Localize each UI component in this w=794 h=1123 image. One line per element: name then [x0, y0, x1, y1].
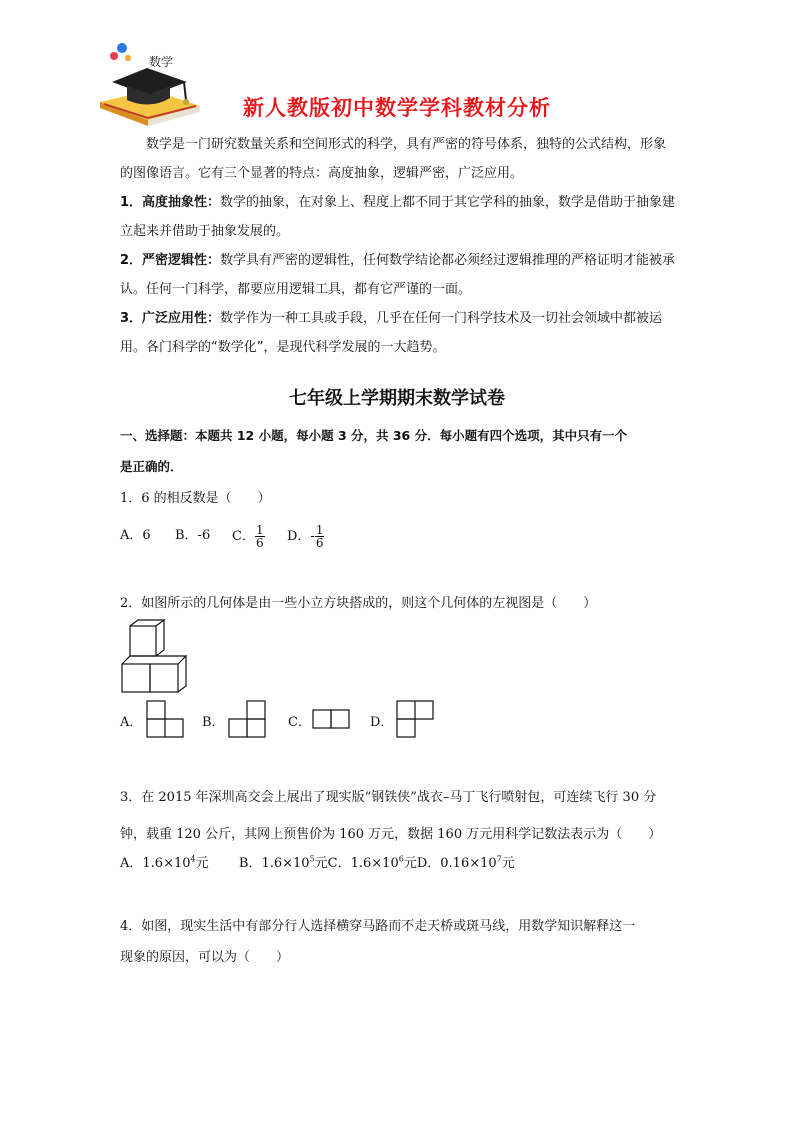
- q2-option-d-view: [396, 700, 436, 740]
- q3-option-a-exponent: 4: [190, 854, 196, 864]
- section-heading-line-2: 是正确的．: [120, 459, 183, 474]
- exam-title: 七年级上学期期末数学试卷: [289, 388, 505, 409]
- q3-option-b-exponent: 5: [309, 854, 315, 864]
- q1-option-a: A．6: [120, 528, 151, 543]
- cube-stack-figure: [118, 618, 188, 696]
- q2-option-c: C．: [288, 715, 311, 730]
- logo-label: 数学: [149, 55, 174, 69]
- q1-option-d-prefix: D．-: [287, 529, 315, 544]
- q1-d-denominator: 6: [315, 536, 324, 550]
- q3-option-b-unit: 元: [314, 856, 328, 871]
- section-heading-line-1: 一、选择题：本题共 12 小题，每小题 3 分，共 36 分．每小题有四个选项，其中只有一个: [120, 428, 628, 443]
- q1-option-c-fraction: [255, 524, 265, 549]
- q3-option-d-base: D．0.16×10: [416, 856, 497, 871]
- point-3-label: 3．广泛应用性：: [120, 311, 221, 326]
- point-2-text: 数学具有严密的逻辑性，任何数学结论都必须经过逻辑推理的严格证明才能被承认。任何一门科学，都要应用逻辑工具，都有它严谨的一面。: [120, 253, 676, 297]
- q2-option-a-view: [146, 700, 186, 740]
- q1-c-denominator: 6: [255, 536, 264, 550]
- q3-option-c: [328, 856, 417, 871]
- question-1-stem: 1．6 的相反数是（ ）: [120, 491, 271, 506]
- q3-option-d: [417, 856, 515, 871]
- q1-c-numerator: 1: [255, 523, 264, 537]
- point-1-text: 数学的抽象，在对象上、程度上都不同于其它学科的抽象，数学是借助于抽象建立起来并借助于抽象发展的。: [120, 195, 676, 239]
- point-2-label: 2．严密逻辑性：: [120, 253, 221, 268]
- point-1: [120, 188, 676, 246]
- q3-option-c-base: C．1.6×10: [327, 856, 399, 871]
- q2-option-d: D．: [370, 715, 394, 730]
- point-3: [120, 304, 676, 362]
- q1-option-b: B．-6: [175, 528, 211, 543]
- q3-option-a: [120, 856, 209, 871]
- question-3-line-1: 3．在 2015 年深圳高交会上展出了现实版“钢铁侠”战衣–马丁飞行喷射包，可连续飞行 30 分: [120, 790, 657, 805]
- question-2-stem: 2．如图所示的几何体是由一些小立方块搭成的，则这个几何体的左视图是（ ）: [120, 596, 597, 611]
- question-4-line-2: 现象的原因，可以为（ ）: [120, 950, 290, 965]
- q3-option-d-unit: 元: [501, 856, 515, 871]
- page-title: 新人教版初中数学学科教材分析: [243, 96, 551, 120]
- point-3-text: 数学作为一种工具或手段，几乎在任何一门科学技术及一切社会领域中都被运用。各门科学的“数学化”，是现代科学发展的一大趋势。: [120, 311, 663, 355]
- q2-option-a: A．: [120, 715, 143, 730]
- q3-option-c-exponent: 6: [398, 854, 404, 864]
- question-3-line-2: 钟，载重 120 公斤，其网上预售价为 160 万元，数据 160 万元用科学记数法表示为（ ）: [120, 827, 662, 842]
- q1-option-c: [232, 524, 265, 549]
- q1-d-numerator: 1: [315, 523, 324, 537]
- question-4-line-1: 4．如图，现实生活中有部分行人选择横穿马路而不走天桥或斑马线，用数学知识解释这一: [120, 919, 636, 934]
- q2-option-b: B．: [202, 715, 225, 730]
- q1-option-c-prefix: C．: [232, 529, 255, 544]
- question-1-options: [120, 514, 380, 550]
- intro-paragraph: 数学是一门研究数量关系和空间形式的科学，具有严密的符号体系，独特的公式结构，形象的图像语言。它有三个显著的特点：高度抽象，逻辑严密，广泛应用。: [120, 137, 667, 181]
- point-2: [120, 246, 676, 304]
- q2-option-c-view: [312, 700, 352, 740]
- q1-option-d-fraction: [315, 524, 325, 549]
- q1-option-d: [287, 524, 324, 549]
- q3-option-c-unit: 元: [403, 856, 417, 871]
- q3-option-a-unit: 元: [195, 856, 209, 871]
- q3-option-b: [239, 856, 328, 871]
- q2-option-b-view: [228, 700, 268, 740]
- q3-option-d-exponent: 7: [496, 854, 502, 864]
- q3-option-a-base: A．1.6×10: [120, 856, 191, 871]
- q3-option-b-base: B．1.6×10: [238, 856, 310, 871]
- q2-solid-figure: [118, 618, 188, 696]
- point-1-label: 1．高度抽象性：: [120, 195, 221, 210]
- question-2-options: [120, 700, 450, 742]
- question-3-options: [120, 852, 515, 871]
